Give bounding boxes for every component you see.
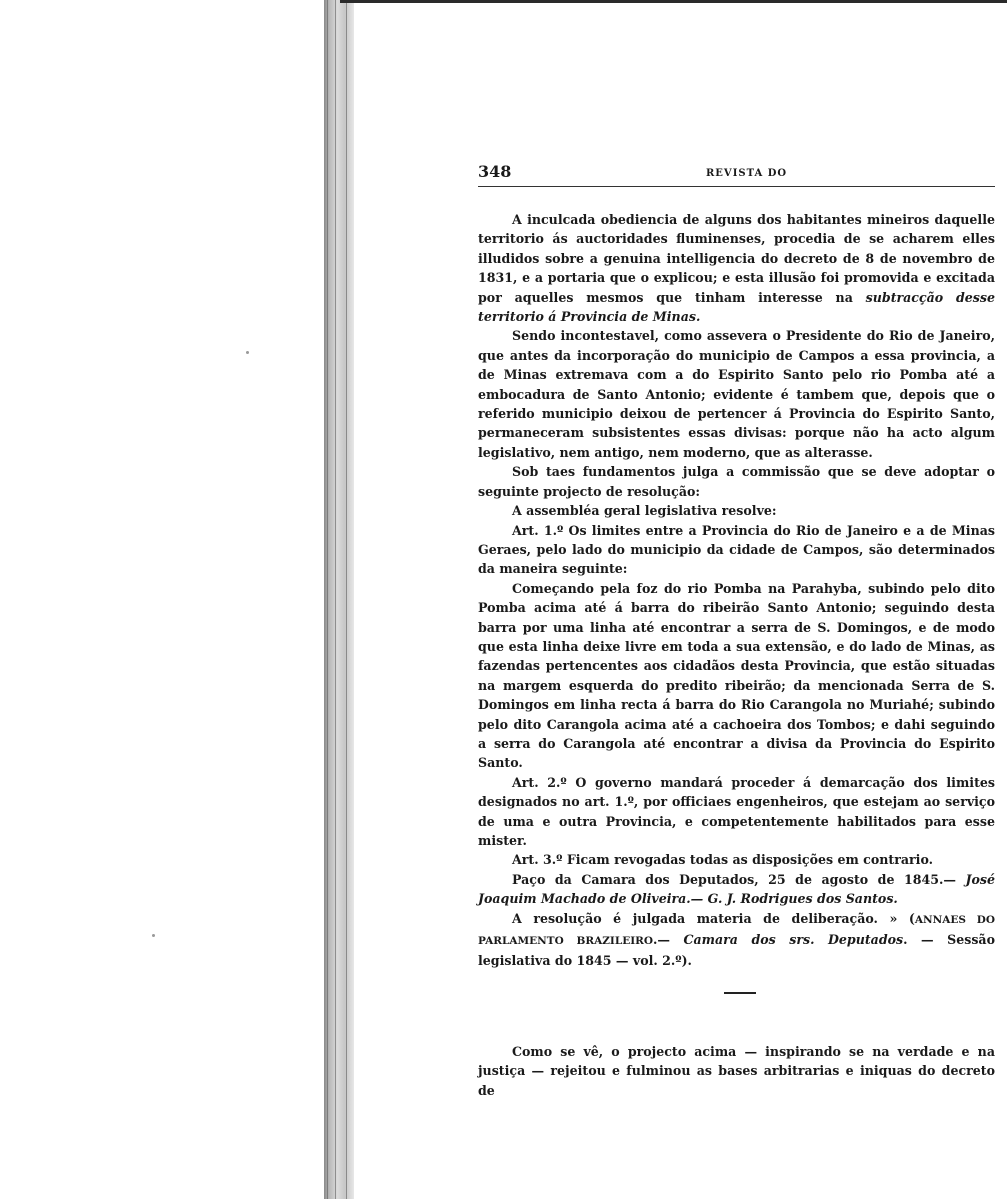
paragraph: [478, 870, 995, 909]
paragraph: [478, 501, 995, 520]
page-header: [478, 158, 995, 180]
section-divider: [724, 992, 756, 994]
text-segment: Sob taes fundamentos julga a commissão que se deve adoptar o seguinte projecto de resolução:: [478, 464, 995, 499]
text-segment: A inculcada obediencia de alguns dos habitantes mineiros daquelle territorio ás auctoridades fluminenses, procedia de se acharem elles illudidos sobre a genuina intelligencia do decreto de 8 de novembro de 1831, e a portaria que o explicou; e esta illusão foi promovida e excitada por aquelles mesmos que tinham interesse na: [478, 212, 995, 305]
text-segment: Começando pela foz do rio Pomba na Parahyba, subindo pelo dito Pomba acima até á barra do ribeirão Santo Antonio; seguindo desta barra por uma linha até encontrar a serra de S. Domingos, e de modo que esta linha deixe livre em toda a sua extensão, e do lado de Minas, as fazendas pertencentes aos cidadãos desta Provincia, que estão situadas na margem esquerda do predito ribeirão; da mencionada Serra de S. Domingos em linha recta á barra do Rio Carangola no Muriahé; subindo pelo dito Carangola acima até a cachoeira dos Tombos; e dahi seguindo a serra do Carangola até encontrar a divisa da Provincia do Espirito Santo.: [478, 580, 995, 771]
text-segment: A assembléa geral legislativa resolve:: [512, 503, 777, 519]
speck-mark: [152, 934, 155, 937]
text-segment: .—: [653, 932, 684, 948]
paragraph: [478, 210, 995, 326]
text-segment: Camara dos srs. Deputados: [683, 932, 904, 948]
text-segment: A resolução é julgada materia de deliberação. » (: [512, 910, 915, 926]
paragraph: [478, 579, 995, 773]
paragraph: [478, 462, 995, 501]
header-rule: [478, 186, 995, 187]
running-head: REVISTA DO: [706, 168, 788, 179]
text-segment: Paço da Camara dos Deputados, 25 de agosto de 1845.—: [512, 871, 966, 887]
paragraph: [478, 326, 995, 462]
text-segment: . — Sessão legislativa do 1845 — vol. 2.º).: [478, 932, 995, 969]
closing-text: [478, 1042, 995, 1100]
speck-mark: [246, 351, 249, 354]
text-segment: Art. 3.º Ficam revogadas todas as disposições em contrario.: [512, 852, 934, 868]
paragraph: [478, 773, 995, 851]
text-segment: Art. 1.º Os limites entre a Provincia do Rio de Janeiro e a de Minas Geraes, pelo lado do municipio da cidade de Campos, são determinados da maneira seguinte:: [478, 522, 995, 577]
page-top-edge: [340, 0, 1007, 3]
closing-paragraph: Como se vê, o projecto acima — inspirando se na verdade e na justiça — rejeitou e fulminou as bases arbitrarias e iniquas do decreto de: [478, 1044, 995, 1098]
text-segment: Sendo incontestavel, como assevera o Presidente do Rio de Janeiro, que antes da incorporação do municipio de Campos a essa provincia, a de Minas extremava com a do Espirito Santo pelo rio Pomba até a embocadura de Santo Antonio; evidente é tambem que, depois que o referido municipio deixou de pertencer á Provincia do Espirito Santo, permaneceram subsistentes essas divisas: porque não ha acto algum legislativo, nem antigo, nem moderno, que as alterasse.: [478, 328, 995, 460]
text-segment: subtracção desse territorio á Provincia de Minas.: [478, 289, 995, 325]
body-text: [478, 210, 995, 971]
paragraph: [478, 909, 995, 971]
paragraph: [478, 850, 995, 869]
text-segment: ANNAES DO PARLAMENTO BRAZILEIRO: [478, 913, 996, 948]
text-segment: José Joaquim Machado de Oliveira.— G. J. Rodrigues dos Santos.: [478, 871, 995, 907]
book-page: [478, 158, 996, 1098]
facing-page-edge: [0, 0, 324, 1199]
paragraph: [478, 521, 995, 579]
page-number: 348: [478, 162, 512, 181]
book-binding: [324, 0, 354, 1199]
text-segment: Art. 2.º O governo mandará proceder á demarcação dos limites designados no art. 1.º, por officiaes engenheiros, que estejam ao serviço de uma e outra Provincia, e competentemente habilitados para esse mister.: [478, 774, 995, 848]
